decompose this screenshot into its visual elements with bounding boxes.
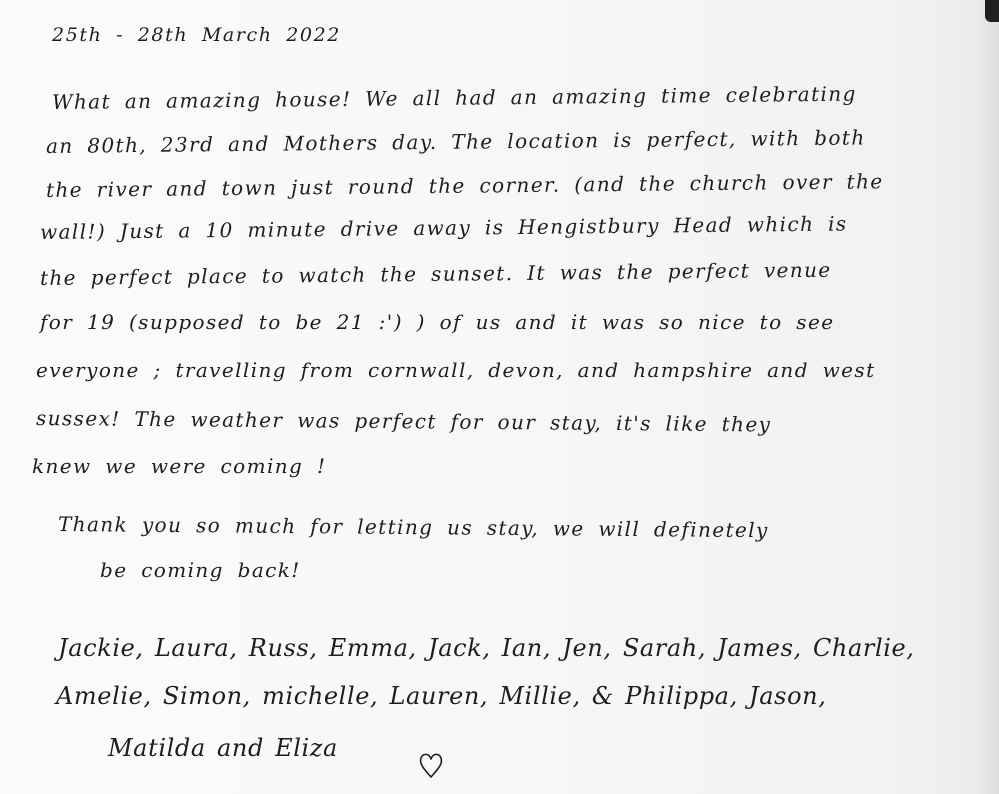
thanks-line-2: be coming back! bbox=[100, 558, 301, 582]
body-line-1: What an amazing house! We all had an amazing time celebrating bbox=[51, 81, 857, 114]
page-gutter-shadow bbox=[973, 0, 999, 794]
thanks-line-1: Thank you so much for letting us stay, we will definetely bbox=[57, 512, 769, 543]
signature-line-1: Jackie, Laura, Russ, Emma, Jack, Ian, Jen, Sarah, James, Charlie, bbox=[58, 634, 915, 662]
book-binding-corner bbox=[985, 0, 999, 22]
entry-date: 25th - 28th March 2022 bbox=[52, 24, 341, 46]
body-line-7: everyone ; travelling from cornwall, devon, and hampshire and west bbox=[36, 358, 876, 382]
body-line-5: the perfect place to watch the sunset. It was the perfect venue bbox=[39, 257, 832, 290]
heart-icon bbox=[418, 750, 444, 780]
body-line-3: the river and town just round the corner. (and the church over the bbox=[45, 169, 884, 202]
body-line-8: sussex! The weather was perfect for our stay, it's like they bbox=[35, 406, 772, 437]
signature-line-2: Amelie, Simon, michelle, Lauren, Millie, & Philippa, Jason, bbox=[56, 682, 827, 710]
body-line-9: knew we were coming ! bbox=[32, 454, 327, 478]
body-line-4: wall!) Just a 10 minute drive away is Hengistbury Head which is bbox=[39, 211, 848, 244]
signature-line-3: Matilda and Eliza bbox=[108, 734, 338, 762]
body-line-2: an 80th, 23rd and Mothers day. The location is perfect, with both bbox=[45, 125, 866, 158]
body-line-6: for 19 (supposed to be 21 :') ) of us and it was so nice to see bbox=[40, 310, 835, 334]
